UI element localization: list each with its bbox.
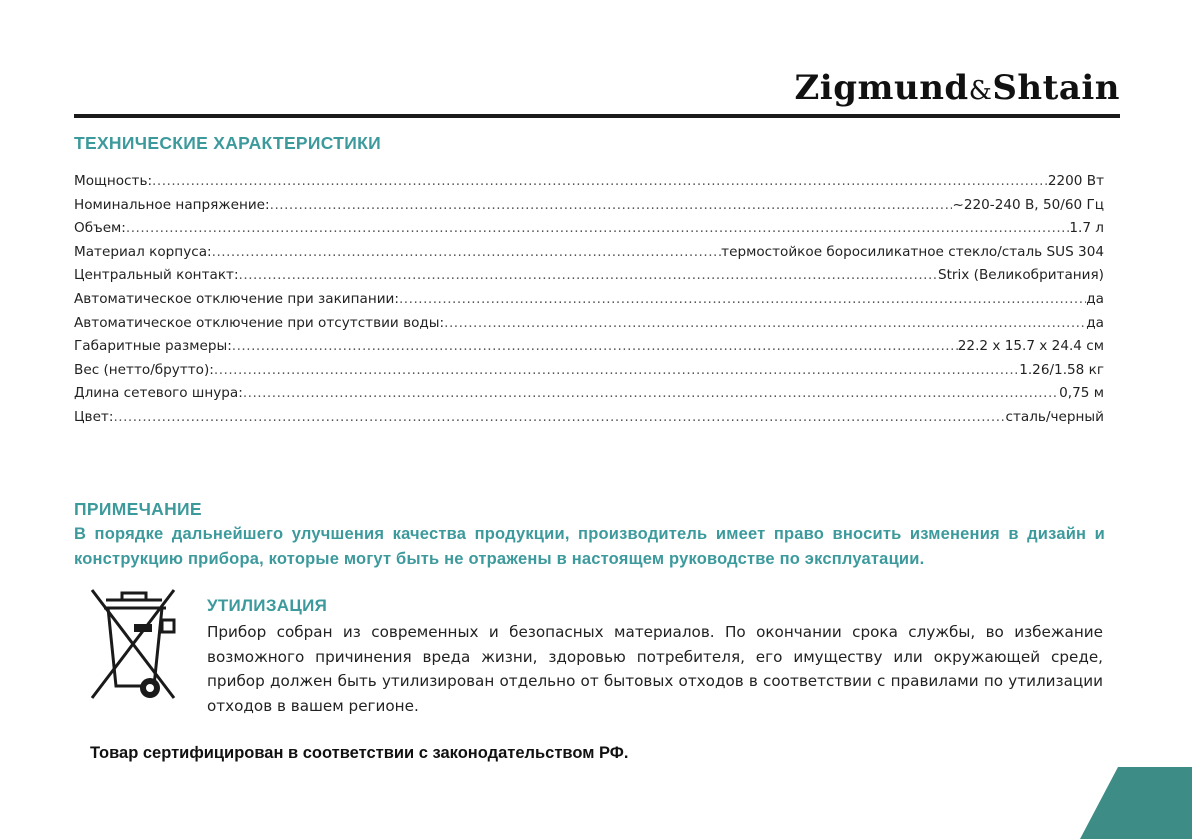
dot-leader — [214, 362, 1019, 378]
recycling-heading: УТИЛИЗАЦИЯ — [207, 596, 328, 615]
brand-name-part1: Zigmund — [794, 68, 969, 108]
dot-leader — [243, 385, 1059, 401]
spec-row — [74, 385, 1104, 409]
recycling-text: Прибор собран из современных и безопасных материалов. По окончании срока службы, во избежание возможного причинения вреда жизни, здоровью потребителя, его имуществу или окружающей среде, прибор должен быть утилизирован отдельно от бытовых отходов в соответствии с правилами по утилизации отходов в вашем регионе. — [207, 623, 1103, 715]
specs-heading: ТЕХНИЧЕСКИЕ ХАРАКТЕРИСТИКИ — [74, 133, 381, 153]
spec-row — [74, 173, 1104, 197]
spec-row — [74, 362, 1104, 386]
dot-leader — [212, 244, 722, 260]
spec-value: 2200 Вт — [1047, 173, 1104, 189]
spec-value: сталь/черный — [1005, 408, 1104, 425]
spec-label: Автоматическое отключение при закипании: — [74, 290, 399, 307]
spec-row — [74, 267, 1104, 291]
header-rule — [74, 114, 1120, 118]
spec-row — [74, 220, 1104, 244]
spec-value: термостойкое боросиликатное стекло/сталь SUS 304 — [721, 243, 1104, 260]
note-text: В порядке дальнейшего улучшения качества продукции, производитель имеет право вносить изменения в дизайн и конструкцию прибора, которые могут быть не отражены в настоящем руководстве по эксплуатации. — [74, 525, 1105, 568]
dot-leader — [152, 173, 1048, 189]
spec-row — [74, 291, 1104, 315]
corner-decoration — [1080, 767, 1192, 839]
spec-value: 22.2 x 15.7 x 24.4 см — [957, 338, 1104, 355]
spec-value: да — [1086, 290, 1104, 307]
dot-leader — [444, 315, 1086, 331]
spec-label: Объем: — [74, 220, 126, 237]
certification-text: Товар сертифицирован в соответствии с законодательством РФ. — [90, 744, 629, 762]
spec-label: Центральный контакт: — [74, 267, 239, 284]
spec-row — [74, 409, 1104, 433]
dot-leader — [232, 338, 958, 354]
spec-row — [74, 315, 1104, 339]
dot-leader — [113, 409, 1005, 425]
spec-value: 1.26/1.58 кг — [1019, 361, 1104, 378]
spec-row — [74, 338, 1104, 362]
dot-leader — [399, 291, 1086, 307]
dot-leader — [126, 220, 1069, 236]
crossed-out-wheelie-bin-icon — [84, 586, 180, 710]
spec-label: Номинальное напряжение: — [74, 196, 270, 213]
spec-value: да — [1086, 314, 1104, 331]
specs-list — [74, 173, 1104, 433]
spec-label: Габаритные размеры: — [74, 338, 232, 355]
note-heading: ПРИМЕЧАНИЕ — [74, 499, 202, 519]
spec-value: 1.7 л — [1069, 220, 1104, 237]
spec-label: Мощность: — [74, 173, 153, 189]
spec-value: Strix (Великобритания) — [937, 267, 1104, 284]
spec-label: Автоматическое отключение при отсутствии воды: — [74, 314, 445, 331]
spec-row — [74, 197, 1104, 221]
spec-label: Материал корпуса: — [74, 243, 212, 260]
spec-label: Вес (нетто/брутто): — [74, 361, 214, 378]
spec-label: Длина сетевого шнура: — [74, 385, 243, 402]
spec-value: 0,75 м — [1059, 385, 1104, 402]
brand-name-part2: Shtain — [992, 68, 1120, 108]
spec-label: Цвет: — [74, 408, 114, 425]
dot-leader — [270, 197, 953, 213]
brand-ampersand: & — [968, 76, 993, 106]
spec-row — [74, 244, 1104, 268]
brand-logo — [794, 68, 1120, 108]
spec-value: ~220-240 В, 50/60 Гц — [952, 196, 1104, 213]
dot-leader — [239, 267, 938, 283]
